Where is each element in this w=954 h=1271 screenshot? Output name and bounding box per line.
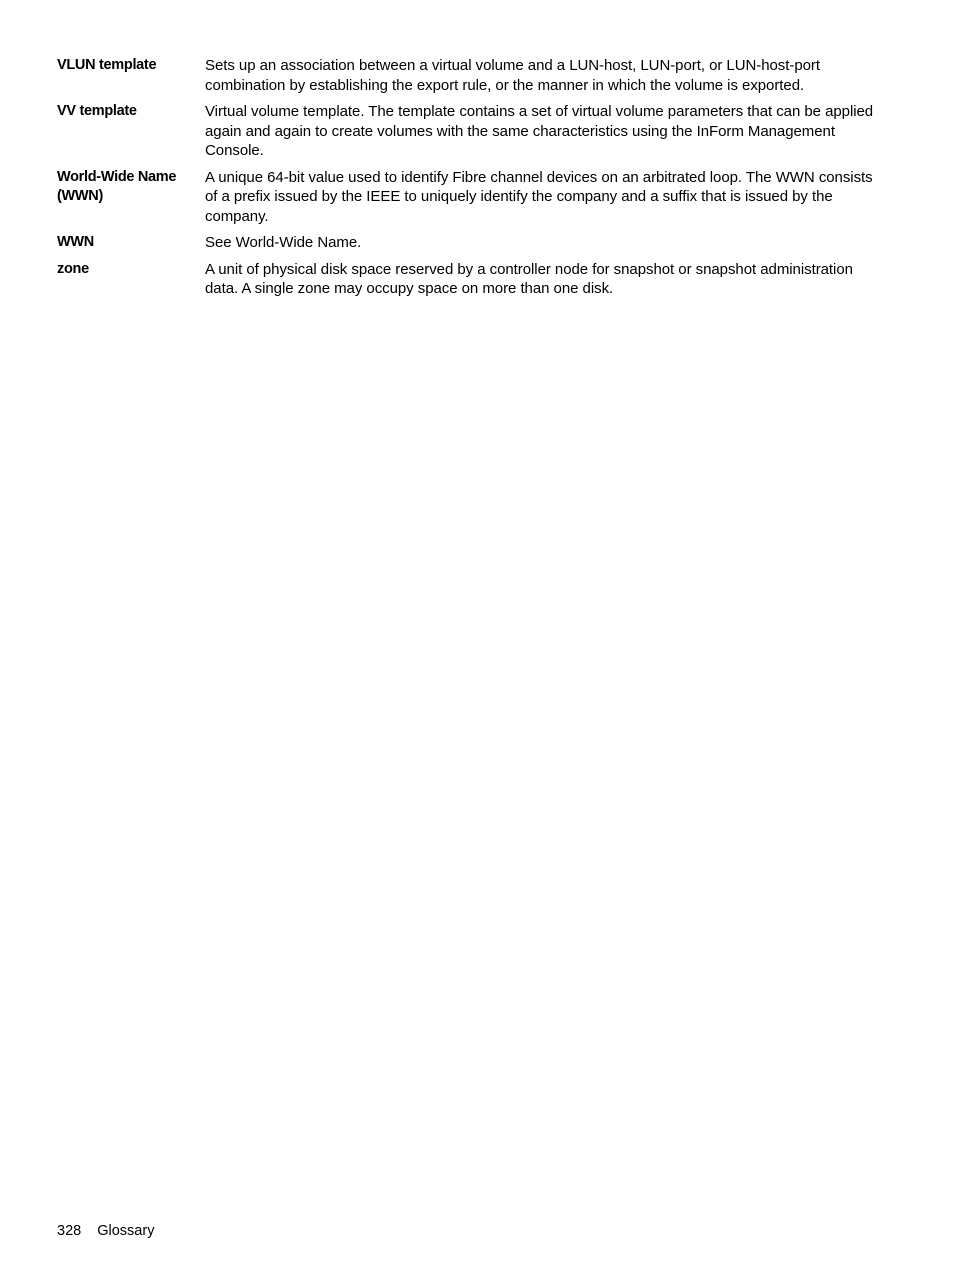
glossary-term: zone (57, 260, 89, 277)
glossary-entry (57, 56, 877, 95)
glossary-entry (57, 168, 877, 227)
glossary-term: VLUN template (57, 57, 157, 73)
glossary-term: VV template (57, 103, 137, 119)
glossary-definition: A unit of physical disk space reserved by a controller node for snapshot or snapshot administration data. A single zone may occupy space on more than one disk. (205, 260, 853, 297)
glossary-definition: Sets up an association between a virtual volume and a LUN-host, LUN-port, or LUN-host-port combination by establishing the export rule, or the manner in which the volume is exported. (205, 57, 820, 94)
glossary-entry (57, 260, 877, 299)
glossary-term: World-Wide Name (WWN) (57, 168, 177, 204)
footer-section-title: Glossary (97, 1223, 155, 1239)
glossary-definition: A unique 64-bit value used to identify Fibre channel devices on an arbitrated loop. The WWN consists of a prefix issued by the IEEE to uniquely identify the company and a suffix that is issued by the company. (205, 168, 873, 225)
glossary-entry (57, 102, 877, 161)
page-number: 328 (57, 1223, 82, 1239)
glossary-definition: Virtual volume template. The template contains a set of virtual volume parameters that can be applied again and again to create volumes with the same characteristics using the InForm Management Console. (205, 103, 874, 159)
glossary-entry (57, 233, 877, 253)
glossary-definition: See World-Wide Name. (205, 234, 362, 251)
glossary-list (57, 56, 877, 306)
page-footer (57, 1222, 154, 1241)
glossary-term: WWN (57, 234, 94, 250)
